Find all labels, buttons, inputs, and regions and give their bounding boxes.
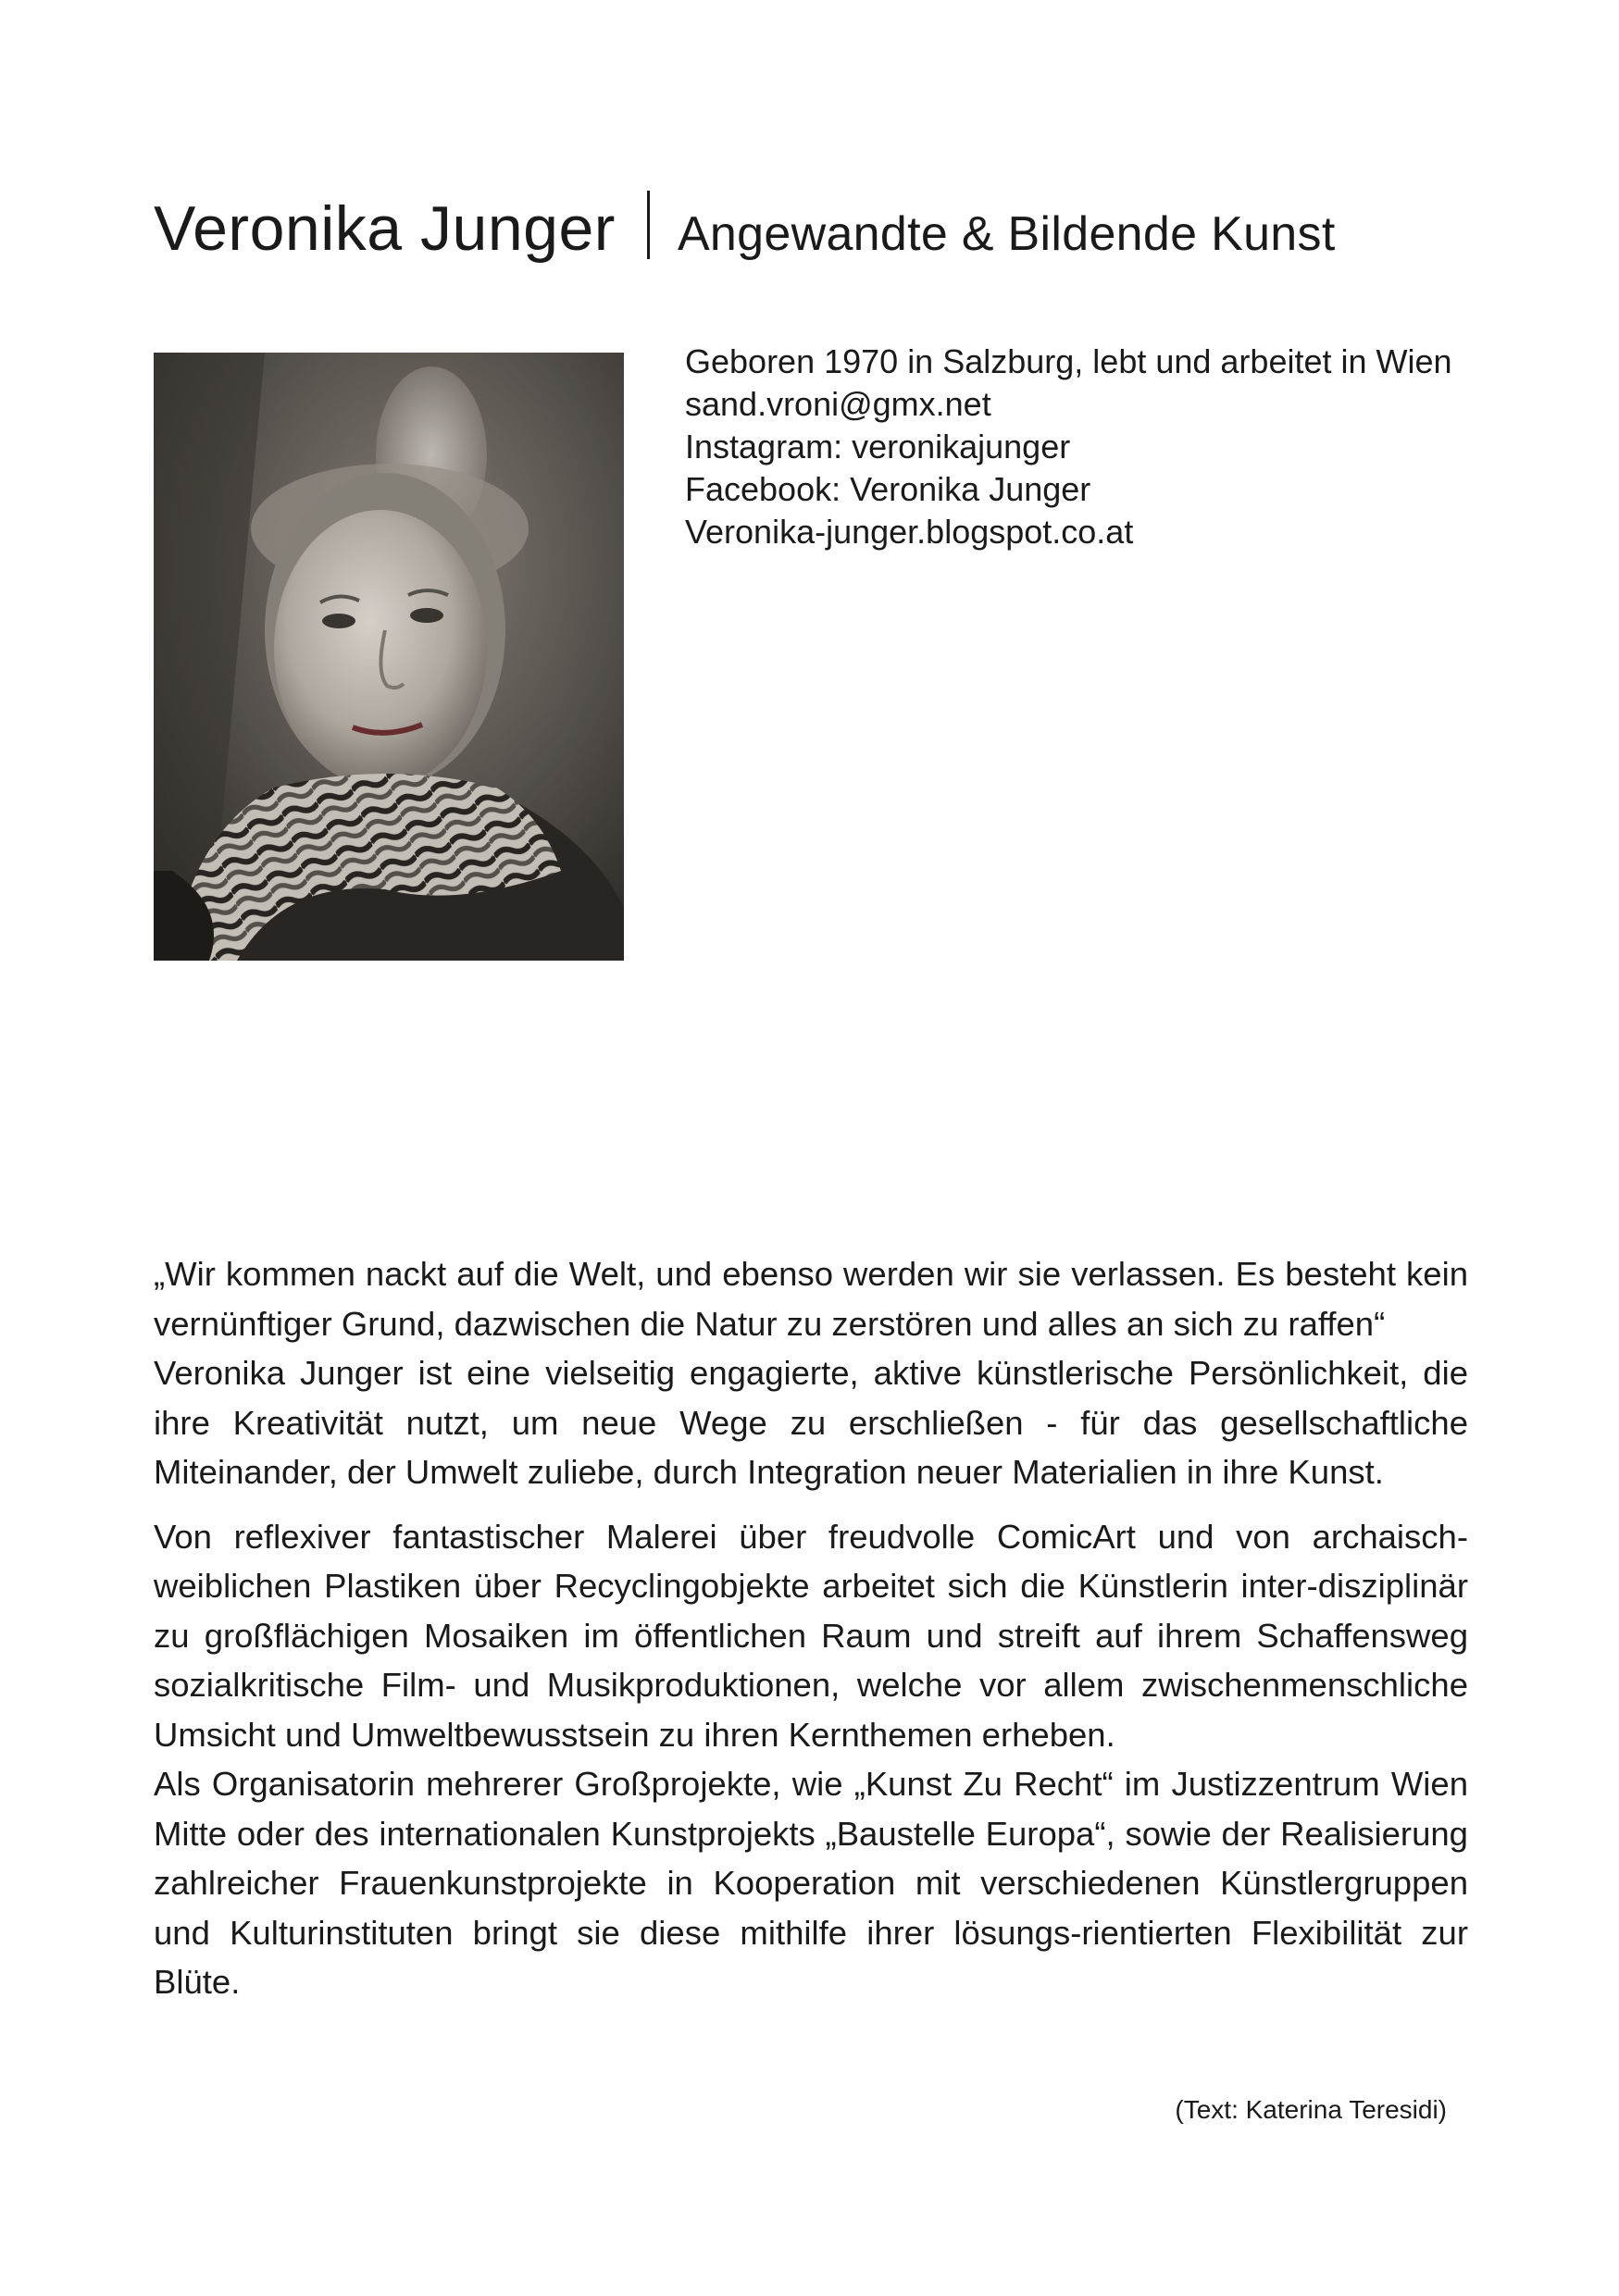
instagram-handle: Instagram: veronikajunger bbox=[685, 428, 1071, 465]
facebook-name: Facebook: Veronika Junger bbox=[685, 470, 1091, 508]
artist-discipline: Angewandte & Bildende Kunst bbox=[677, 207, 1336, 261]
bio-paragraph-1: Veronika Junger ist eine vielseitig engagierte, aktive künstlerische Persönlichkeit, die ihre Kreativität nutzt, um neue Wege zu erschließen - für das gesellschaftliche Miteinander, der Umwelt zuliebe, durch Integration neuer Materialien in ihre Kunst. bbox=[154, 1354, 1468, 1491]
blog-url: Veronika-junger.blogspot.co.at bbox=[685, 513, 1134, 551]
biography bbox=[154, 1249, 1468, 2007]
quote: „Wir kommen nackt auf die Welt, und ebenso werden wir sie verlassen. Es besteht kein vernünftiger Grund, dazwischen die Natur zu zerstören und alles an sich zu raffen“ bbox=[154, 1255, 1468, 1343]
bio-paragraph-3: Als Organisatorin mehrerer Großprojekte, wie „Kunst Zu Recht“ im Justizzentrum Wien Mitte oder des internationalen Kunstprojekts „Baustelle Europa“, sowie der Realisierung zahlreicher Frauenkunstprojekte in Kooperation mit verschiedenen Künstlergruppen und Kulturinstituten bringt sie diese mithilfe ihrer lösungs-rientierten Flexibilität zur Blüte. bbox=[154, 1765, 1468, 2001]
contact-info bbox=[685, 341, 1500, 553]
text-credit: (Text: Katerina Teresidi) bbox=[1175, 2095, 1447, 2124]
artist-name: Veronika Junger bbox=[154, 193, 616, 264]
email-address: sand.vroni@gmx.net bbox=[685, 385, 991, 423]
portrait-illustration bbox=[154, 353, 624, 961]
bio-paragraph-2: Von reflexiver fantastischer Malerei über freudvolle ComicArt und von archaisch-weiblichen Plastiken über Recyclingobjekte arbeitet sich die Künstlerin inter-disziplinär zu großflächigen Mosaiken im öffentlichen Raum und streift auf ihrem Schaffensweg sozialkritische Film- und Musikproduktionen, welche vor allem zwischenmenschliche Umsicht und Umweltbewusstsein zu ihren Kernthemen erheben. bbox=[154, 1517, 1468, 1754]
title-divider bbox=[647, 191, 650, 259]
portrait-photo bbox=[154, 353, 624, 961]
birth-info: Geboren 1970 in Salzburg, lebt und arbeitet in Wien bbox=[685, 342, 1452, 380]
page-title bbox=[154, 181, 1336, 265]
